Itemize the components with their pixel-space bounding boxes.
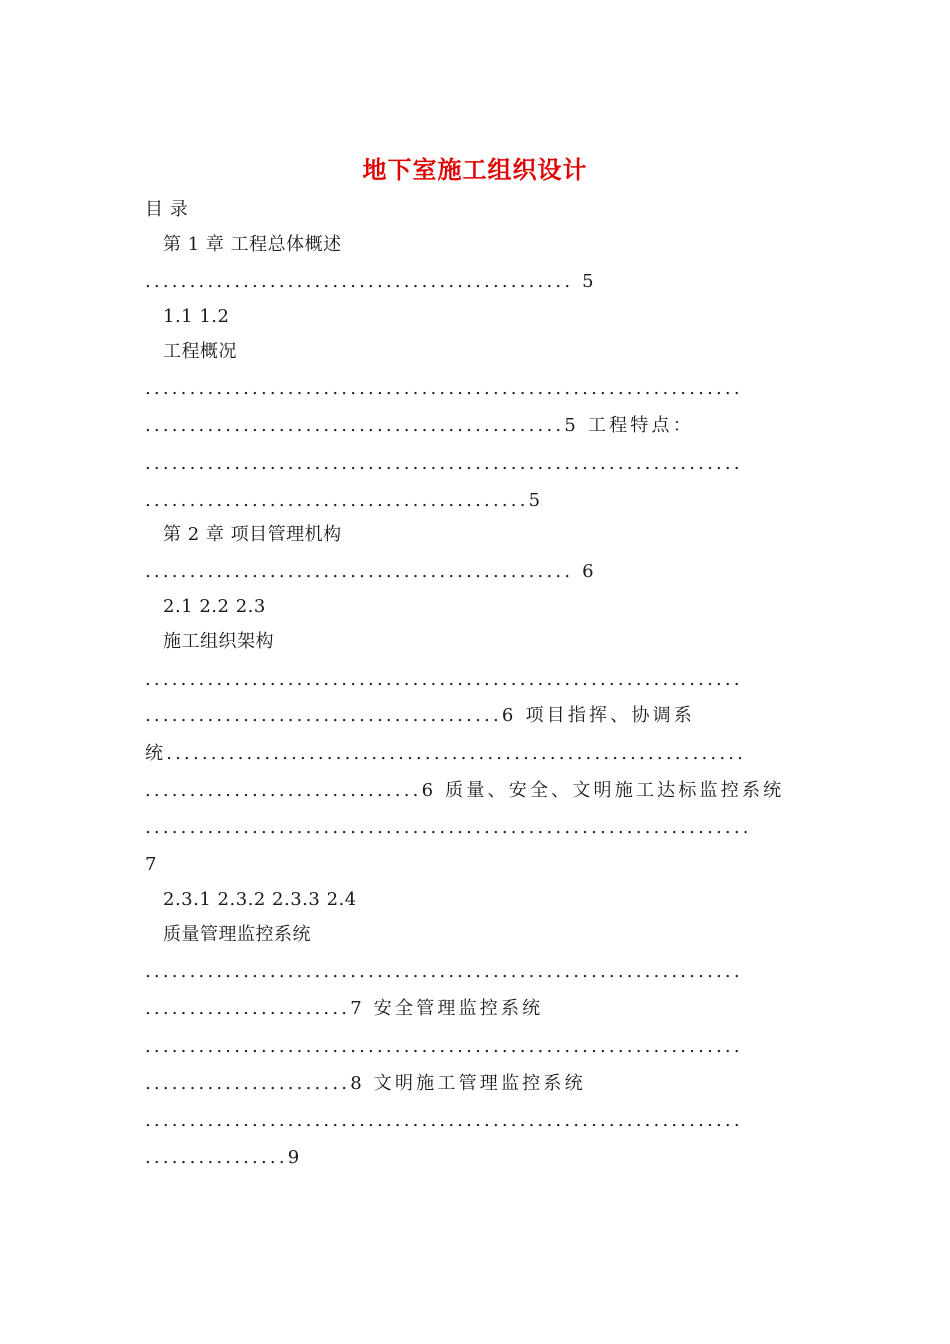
toc-leader-line: ...............................6 质量、安全、文明施工达标监控系统 — [145, 780, 785, 801]
toc-leader-line: ................................................................... — [145, 1036, 743, 1057]
toc-chapter-1: 第 1 章 工程总体概述 — [163, 234, 342, 255]
toc-entry: 质量管理监控系统 — [163, 924, 311, 945]
toc-leader-line: .......................8 文明施工管理监控系统 — [145, 1073, 586, 1094]
toc-section-numbers: 2.3.1 2.3.2 2.3.3 2.4 — [163, 889, 357, 910]
toc-leader-line: 统................................................................. — [145, 743, 747, 764]
toc-page-number: 7 — [145, 854, 157, 875]
toc-leader-line: .......................7 安全管理监控系统 — [145, 998, 544, 1019]
toc-leader-line: ...........................................5 — [145, 490, 544, 511]
toc-heading: 目 录 — [145, 199, 189, 220]
toc-leader-line: .................................................................... — [145, 817, 752, 838]
toc-leader-line: ................................................................... — [145, 453, 743, 474]
toc-leader-line: ...............................................5 工程特点： — [145, 415, 694, 436]
toc-leader-line: ................................................................... — [145, 669, 743, 690]
toc-leader-line: ................................................................... — [145, 961, 743, 982]
toc-leader-line: ................................................ 6 — [145, 561, 597, 582]
toc-entry: 工程概况 — [163, 341, 237, 362]
toc-leader-line: ................9 — [145, 1147, 303, 1168]
toc-section-numbers: 2.1 2.2 2.3 — [163, 596, 266, 617]
document-title: 地下室施工组织设计 — [362, 155, 588, 184]
toc-leader-line: ........................................6 项目指挥、协调系 — [145, 705, 696, 726]
toc-leader-line: ................................................................... — [145, 378, 743, 399]
toc-entry: 施工组织架构 — [163, 631, 274, 652]
toc-leader-line: ................................................................... — [145, 1110, 743, 1131]
toc-section-numbers: 1.1 1.2 — [163, 306, 230, 327]
toc-chapter-2: 第 2 章 项目管理机构 — [163, 524, 342, 545]
toc-leader-line: ................................................ 5 — [145, 271, 597, 292]
